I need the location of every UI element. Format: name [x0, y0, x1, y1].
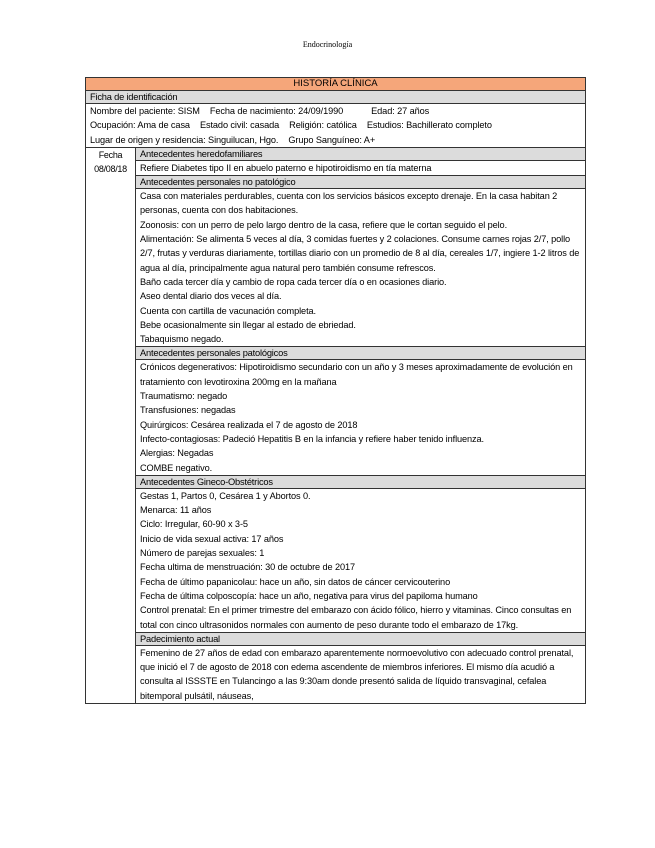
age: Edad: 27 años	[371, 106, 430, 116]
list-item: Gestas 1, Partos 0, Cesárea 1 y Abortos 0.	[140, 490, 311, 501]
list-item: Infecto-contagiosas: Padeció Hepatitis B en la infancia y refiere haber tenido influenza.	[140, 433, 485, 444]
section-heading-no-patologicos: Antecedentes personales no patológico	[136, 176, 586, 189]
clinical-history-table	[85, 77, 586, 704]
list-item: Fecha ultima de menstruación: 30 de octubre de 2017	[140, 562, 356, 573]
padecimiento-text: Femenino de 27 años de edad con embarazo aparentemente normoevolutivo con adecuado control prenatal, que inició el 7 de agosto de 2018 con edema ascendente de miembros inferiores. El mismo día acudió a consulta al ISSSTE en Tulancingo a las 9:30am donde presentó salida de líquido transvaginal, cefalea bitemporal pulsátil, náuseas,	[136, 645, 586, 703]
list-item: Zoonosis: con un perro de pelo largo dentro de la casa, refiere que le cortan seguido el pelo.	[140, 219, 508, 230]
list-item: Transfusiones: negadas	[140, 405, 236, 416]
section-heading-patologicos: Antecedentes personales patológicos	[136, 347, 586, 360]
section-heading-gineco: Antecedentes Gineco-Obstétricos	[136, 475, 586, 488]
origin: Lugar de origen y residencia: Singuilucan, Hgo.	[90, 134, 279, 145]
no-patologicos-body	[136, 189, 586, 347]
list-item: Número de parejas sexuales: 1	[140, 548, 265, 559]
section-heading-identificacion: Ficha de identificación	[86, 91, 586, 104]
patologicos-body	[136, 360, 586, 475]
list-item: Inicio de vida sexual activa: 17 años	[140, 533, 284, 544]
blood-type: Grupo Sanguíneo: A+	[288, 134, 376, 145]
occupation: Ocupación: Ama de casa	[90, 120, 190, 131]
list-item: Aseo dental diario dos veces al día.	[140, 291, 282, 302]
list-item: Menarca: 11 años	[140, 505, 212, 516]
list-item: Baño cada tercer día y cambio de ropa cada tercer día o en ocasiones diario.	[140, 276, 447, 287]
list-item: Fecha de última colposcopía: hace un año, negativa para virus del papiloma humano	[140, 590, 478, 601]
fecha-label: Fecha	[98, 149, 123, 160]
list-item: Crónicos degenerativos: Hipotiroidismo secundario con un año y 3 meses aproximadamente de evolución en tratamiento con levotiroxina 200mg en la mañana	[140, 362, 573, 387]
list-item: Casa con materiales perdurables, cuenta con los servicios básicos excepto drenaje. En la casa habitan 2 personas, cuenta con dos habitaciones.	[140, 191, 558, 216]
list-item: Tabaquismo negado.	[140, 334, 224, 345]
list-item: Traumatismo: negado	[140, 391, 228, 402]
list-item: Fecha de último papanicolau: hace un año, sin datos de cáncer cervicouterino	[140, 576, 451, 587]
fecha-column	[86, 147, 136, 703]
list-item: Quirúrgicos: Cesárea realizada el 7 de agosto de 2018	[140, 419, 358, 430]
list-item: Bebe ocasionalmente sin llegar al estado de ebriedad.	[140, 319, 356, 330]
identificacion-body	[86, 104, 586, 148]
page-header: Endocrinología	[302, 40, 353, 49]
list-item: Alergias: Negadas	[140, 448, 214, 459]
heredofamiliares-text: Refiere Diabetes tipo II en abuelo paterno e hipotiroidismo en tía materna	[136, 160, 586, 175]
gineco-body	[136, 488, 586, 632]
patient-name: Nombre del paciente: SISM	[90, 106, 200, 116]
section-heading-padecimiento: Padecimiento actual	[136, 632, 586, 645]
list-item: COMBE negativo.	[140, 462, 213, 473]
education: Estudios: Bachillerato completo	[366, 120, 492, 131]
list-item: Ciclo: Irregular, 60-90 x 3-5	[140, 519, 248, 530]
table-title: HISTORÍA CLÍNICA	[86, 78, 586, 91]
list-item: Cuenta con cartilla de vacunación completa.	[140, 305, 316, 316]
civil-status: Estado civil: casada	[199, 120, 280, 131]
section-heading-heredofamiliares: Antecedentes heredofamiliares	[136, 147, 586, 160]
list-item: Control prenatal: En el primer trimestre del embarazo con ácido fólico, hierro y vitaminas. Cinco consultas en total con cinco ultrasonidos normales con aumento de peso durante todo el embarazo de 17kg.	[140, 605, 572, 630]
fecha-value: 08/08/18	[94, 163, 127, 174]
religion: Religión: católica	[289, 120, 357, 131]
birth-date: Fecha de nacimiento: 24/09/1990	[209, 106, 344, 116]
list-item: Alimentación: Se alimenta 5 veces al día, 3 comidas fuertes y 2 colaciones. Consume carnes rojas 2/7, pollo 2/7, frutas y verduras diariamente, tortillas diario con un promedio de 8 al día, cereales 1/7, ingiere 1-2 litros de agua al día, principalmente agua natural pero también consume refrescos.	[140, 234, 580, 273]
